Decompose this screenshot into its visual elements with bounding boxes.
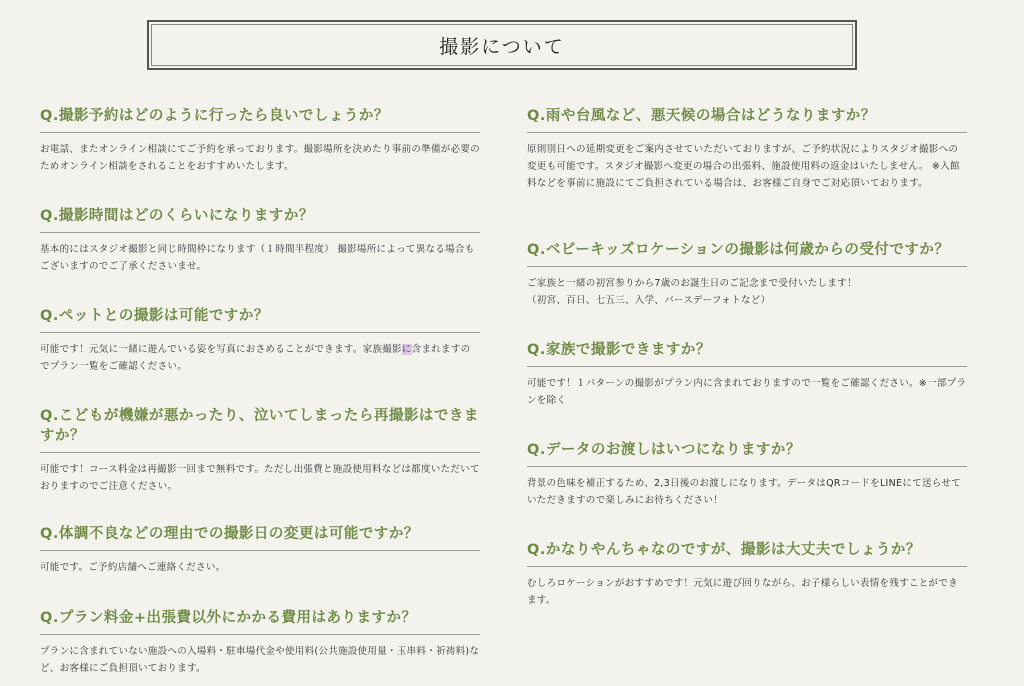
faq-column-left bbox=[40, 106, 480, 677]
faq-question: Q.ベビーキッズロケーションの撮影は何歳からの受付ですか？ bbox=[527, 240, 967, 267]
faq-item bbox=[527, 540, 967, 609]
faq-question: Q.撮影予約はどのように行ったら良いでしょうか？ bbox=[40, 106, 480, 133]
faq-answer bbox=[527, 275, 967, 309]
faq-question: Q.こどもが機嫌が悪かったり、泣いてしまったら再撮影はできますか？ bbox=[40, 406, 480, 453]
faq-item bbox=[527, 240, 967, 340]
faq-item bbox=[40, 406, 480, 524]
faq-answer: 可能です！１パターンの撮影がプラン内に含まれておりますので一覧をご確認ください。※一部プランを除く bbox=[527, 378, 967, 406]
faq-answer: むしろロケーションがおすすめです！元気に遊び回りながら、お子様らしい表情を残すことができます。 bbox=[527, 578, 958, 606]
faq-item bbox=[40, 306, 480, 406]
faq-item bbox=[527, 340, 967, 440]
faq-answer-note: （初宮、百日、七五三、入学、バースデーフォトなど） bbox=[527, 295, 771, 306]
faq-answer-text: 含まれますのでプラン一覧をご確認ください。 bbox=[40, 344, 471, 372]
faq-question: Q.ペットとの撮影は可能ですか？ bbox=[40, 306, 480, 333]
faq-answer: 可能です！コース料金は再撮影一回まで無料です。ただし出張費と施設使用料などは都度いただいておりますのでご注意ください。 bbox=[40, 464, 480, 492]
faq-column-right bbox=[527, 106, 967, 609]
faq-answer: 原則別日への延期変更をご案内させていただいておりますが、ご予約状況によりスタジオ撮影への変更も可能です。スタジオ撮影へ変更の場合の出張料、施設使用料の返金はいたしません。 ※入館料などを事前に施設にてご負担されている場合は、お客様ご自身でご対応頂いております。 bbox=[527, 144, 960, 189]
faq-item bbox=[40, 206, 480, 306]
faq-answer: プランに含まれていない施設への入場料・駐車場代金や使用料(公共施設使用量・玉串料・祈祷料)など、お客様にご負担頂いております。 bbox=[40, 646, 480, 674]
faq-answer: 背景の色味を補正するため、2,3日後のお渡しになります。データはQRコードをLINEにて送らせていただきますので楽しみにお待ちください！ bbox=[527, 478, 961, 506]
faq-answer: 可能です。ご予約店舗へご連絡ください。 bbox=[40, 562, 226, 573]
faq-answer bbox=[40, 341, 480, 375]
faq-answer: 基本的にはスタジオ撮影と同じ時間枠になります（１時間半程度） 撮影場所によって異なる場合もございますのでご了承くださいませ。 bbox=[40, 244, 475, 272]
faq-item bbox=[527, 106, 967, 240]
faq-question: Q.雨や台風など、悪天候の場合はどうなりますか？ bbox=[527, 106, 967, 133]
page-title: 撮影について bbox=[439, 35, 565, 58]
faq-answer-text: ご家族と一緒の初宮参りから7歳のお誕生日のご記念まで受付いたします！ bbox=[527, 278, 857, 289]
highlighted-text: に bbox=[401, 344, 412, 355]
faq-question: Q.体調不良などの理由での撮影日の変更は可能ですか？ bbox=[40, 524, 480, 551]
faq-answer: お電話、またオンライン相談にてご予約を承っております。撮影場所を決めたり事前の準備が必要のためオンライン相談をされることをおすすめいたします。 bbox=[40, 144, 480, 172]
faq-question: Q.かなりやんちゃなのですが、撮影は大丈夫でしょうか？ bbox=[527, 540, 967, 567]
faq-item bbox=[40, 524, 480, 608]
faq-answer-text: 可能です！元気に一緒に遊んでいる姿を写真におさめることができます。家族撮影 bbox=[40, 344, 402, 355]
faq-item bbox=[40, 106, 480, 206]
faq-question: Q.データのお渡しはいつになりますか？ bbox=[527, 440, 967, 467]
faq-question: Q.プラン料金+出張費以外にかかる費用はありますか？ bbox=[40, 608, 480, 635]
faq-item bbox=[40, 608, 480, 677]
faq-question: Q.撮影時間はどのくらいになりますか？ bbox=[40, 206, 480, 233]
page-title-box bbox=[147, 20, 857, 70]
faq-question: Q.家族で撮影できますか？ bbox=[527, 340, 967, 367]
faq-item bbox=[527, 440, 967, 540]
